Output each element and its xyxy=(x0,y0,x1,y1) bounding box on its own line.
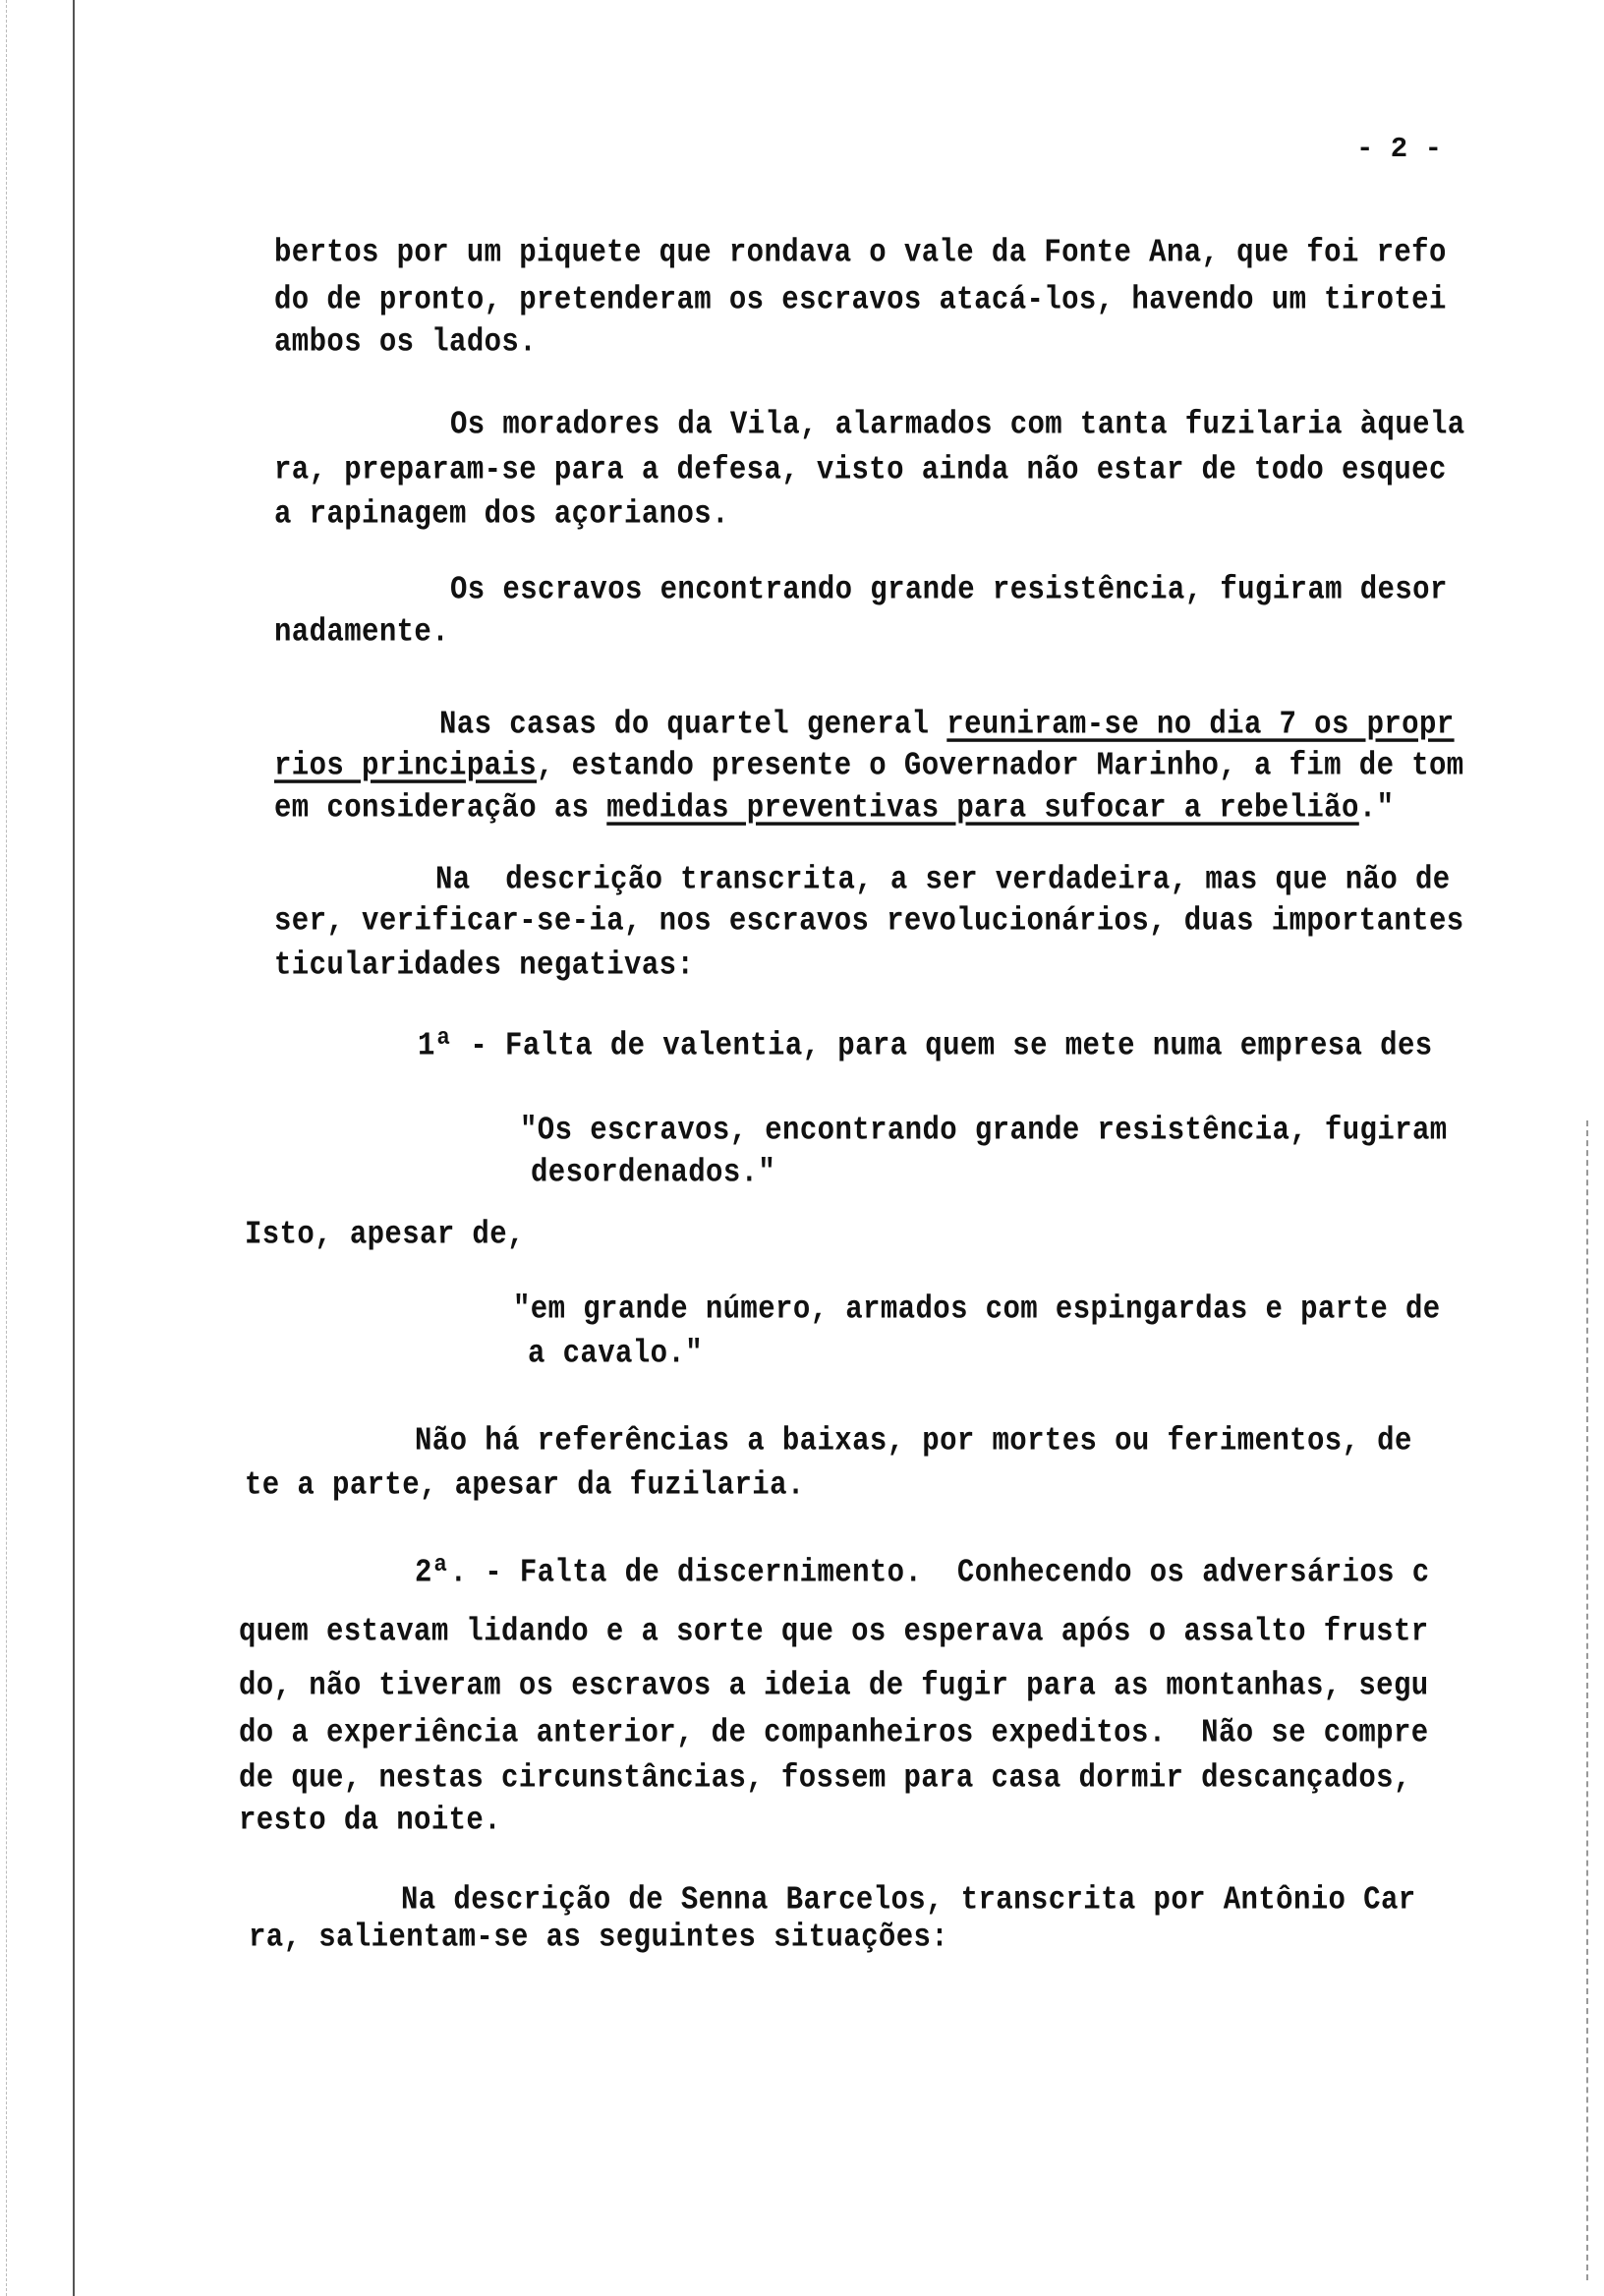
text-segment: do, não tiveram os escravos a ideia de fugir para as montanhas, segu xyxy=(239,1667,1429,1704)
text-segment: 1ª - Falta de valentia, para quem se mete numa empresa des xyxy=(418,1027,1433,1064)
text-line xyxy=(401,1881,1416,1920)
text-segment: "Os escravos, encontrando grande resistência, fugiram xyxy=(520,1112,1448,1149)
text-segment: Na descrição transcrita, a ser verdadeira, mas que não de xyxy=(435,861,1451,898)
text-segment: Os escravos encontrando grande resistência, fugiram desor xyxy=(450,571,1448,608)
text-segment: resto da noite. xyxy=(239,1802,502,1839)
text-line xyxy=(520,1112,1448,1150)
text-line xyxy=(513,1291,1441,1329)
text-segment: ra, salientam-se as seguintes situações: xyxy=(249,1919,949,1956)
text-segment: , estando presente o Governador Marinho, a fim de tom xyxy=(537,747,1464,784)
text-line xyxy=(415,1554,1430,1592)
text-line xyxy=(239,1759,1411,1798)
text-segment: quem estavam lidando e a sorte que os esperava após o assalto frustr xyxy=(239,1613,1429,1650)
text-line xyxy=(274,789,1394,828)
text-segment: ticularidades negativas: xyxy=(274,947,695,984)
text-line xyxy=(239,1714,1429,1752)
text-segment: Na descrição de Senna Barcelos, transcrita por Antônio Car xyxy=(401,1881,1416,1919)
text-segment: de que, nestas circunstâncias, fossem para casa dormir descançados, xyxy=(239,1759,1411,1797)
text-line xyxy=(531,1154,775,1192)
text-segment: ambos os lados. xyxy=(274,323,538,361)
text-segment: nadamente. xyxy=(274,613,450,651)
text-line xyxy=(274,947,694,985)
text-segment: Isto, apesar de, xyxy=(245,1216,525,1253)
text-line xyxy=(239,1802,501,1840)
text-line xyxy=(274,495,729,534)
text-segment: 2ª. - Falta de discernimento. Conhecendo os adversários c xyxy=(415,1554,1430,1591)
text-line xyxy=(274,281,1447,319)
text-line xyxy=(274,747,1464,785)
underlined-text: reuniram-se no dia 7 os propr xyxy=(946,706,1455,743)
text-segment: do de pronto, pretenderam os escravos atacá-los, havendo um tirotei xyxy=(274,281,1447,318)
underlined-text: rios principais xyxy=(274,747,538,784)
text-segment: ser, verificar-se-ia, nos escravos revolucionários, duas importantes xyxy=(274,902,1464,940)
text-segment: do a experiência anterior, de companheiros expeditos. Não se compre xyxy=(239,1714,1429,1751)
text-line xyxy=(245,1466,805,1505)
text-line xyxy=(274,613,449,652)
text-segment: a cavalo." xyxy=(528,1335,704,1372)
text-line xyxy=(415,1422,1412,1461)
text-line xyxy=(418,1027,1433,1065)
text-line xyxy=(249,1919,948,1957)
text-line xyxy=(450,406,1465,444)
text-segment: em consideração as xyxy=(274,789,607,827)
text-segment: Não há referências a baixas, por mortes ou ferimentos, de xyxy=(415,1422,1412,1460)
text-line xyxy=(450,571,1448,609)
text-segment: Nas casas do quartel general xyxy=(439,706,947,743)
text-line xyxy=(274,234,1447,272)
text-segment: ." xyxy=(1358,789,1395,827)
text-line xyxy=(274,902,1464,941)
underlined-text: medidas preventivas para sufocar a rebelião xyxy=(606,789,1359,827)
text-segment: te a parte, apesar da fuzilaria. xyxy=(245,1466,805,1504)
text-segment: desordenados." xyxy=(531,1154,776,1191)
text-segment: ra, preparam-se para a defesa, visto ainda não estar de todo esquec xyxy=(274,451,1447,488)
text-line xyxy=(439,706,1455,744)
text-segment: "em grande número, armados com espingardas e parte de xyxy=(513,1291,1441,1328)
right-page-edge xyxy=(1586,1120,1590,2280)
text-line xyxy=(239,1613,1429,1651)
text-segment: a rapinagem dos açorianos. xyxy=(274,495,729,533)
text-line xyxy=(528,1335,703,1373)
text-line xyxy=(239,1667,1429,1705)
text-line xyxy=(274,451,1447,489)
text-segment: bertos por um piquete que rondava o vale da Fonte Ana, que foi refo xyxy=(274,234,1447,271)
text-segment: Os moradores da Vila, alarmados com tanta fuzilaria àquela xyxy=(450,406,1465,443)
page-number: - 2 - xyxy=(1356,133,1443,165)
text-line xyxy=(245,1216,525,1254)
text-line xyxy=(435,861,1451,899)
text-line xyxy=(274,323,537,362)
